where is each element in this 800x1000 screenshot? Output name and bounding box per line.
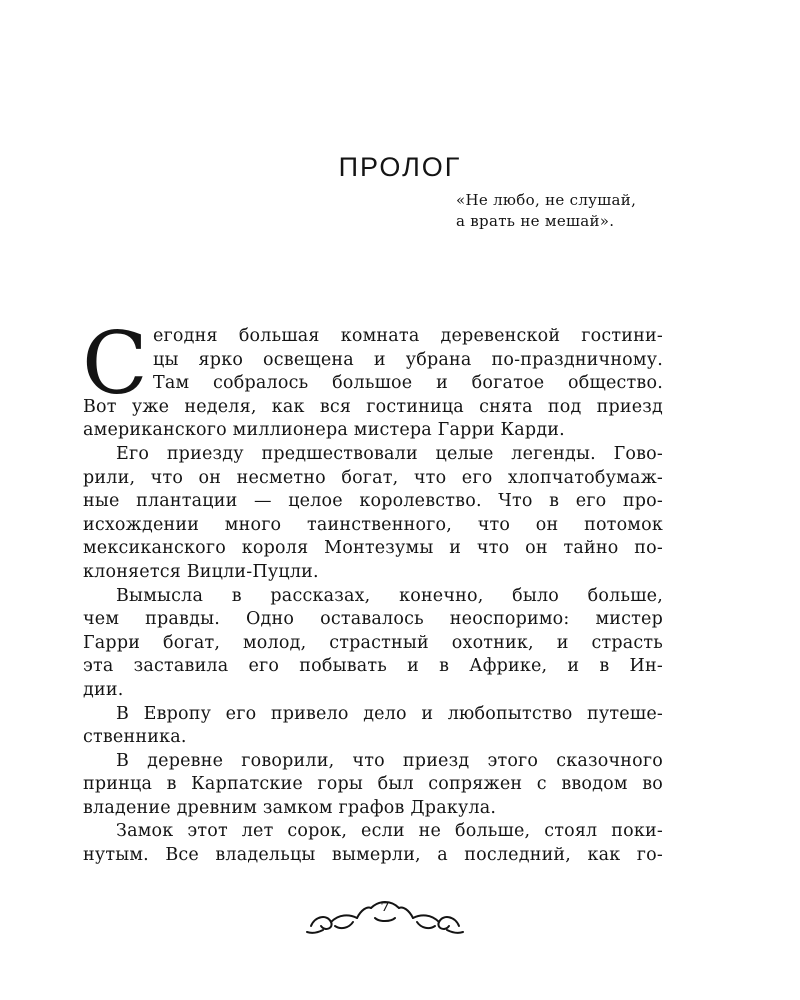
text-line: В деревне говорили, что приезд этого сказочного xyxy=(116,750,663,771)
text-line: рили, что он несметно богат, что его хлопчатобумаж- xyxy=(83,467,663,488)
text-line: В Европу его привело дело и любопытство путеше- xyxy=(116,703,663,724)
text-line: ные плантации — целое королевство. Что в его про- xyxy=(83,491,663,512)
body-text xyxy=(82,314,663,868)
text-line: дии. xyxy=(83,679,124,700)
text-line: чем правды. Одно оставалось неоспоримо: мистер xyxy=(83,609,663,630)
drop-cap: С xyxy=(82,314,148,414)
text-line: эта заставила его побывать и в Африке, и в Ин- xyxy=(83,656,663,677)
page-number: 7 xyxy=(380,900,390,915)
text-line: нутым. Все владельцы вымерли, а последний, как го- xyxy=(83,845,663,866)
text-line: Его приезду предшествовали целые легенды. Гово- xyxy=(116,443,663,464)
epigraph xyxy=(456,190,636,232)
text-line: Вымысла в рассказах, конечно, было больше, xyxy=(116,585,663,606)
text-line: Гарри богат, молод, страстный охотник, и страсть xyxy=(83,632,663,653)
text-line: ственника. xyxy=(83,727,187,748)
epigraph-line: «Не любо, не слушай, xyxy=(456,191,637,209)
chapter-title: ПРОЛОГ xyxy=(338,152,462,182)
text-line: Замок этот лет сорок, если не больше, стоял поки- xyxy=(116,821,663,842)
text-line: Вот уже неделя, как вся гостиница снята под приезд xyxy=(83,396,663,417)
text-line: американского миллионера мистера Гарри Карди. xyxy=(83,420,565,441)
page-footer xyxy=(305,896,465,942)
text-line: принца в Карпатские горы был сопряжен с вводом во xyxy=(83,774,663,795)
text-line: егодня большая комната деревенской гостини- xyxy=(153,326,663,346)
text-line: владение древним замком графов Дракула. xyxy=(83,797,497,818)
text-line: цы ярко освещена и убрана по-праздничному. xyxy=(153,349,663,370)
text-line: Там собралось большое и богатое общество. xyxy=(153,373,663,394)
text-line: клоняется Вицли-Пуцли. xyxy=(83,561,319,582)
epigraph-line: а врать не мешай». xyxy=(456,212,615,230)
text-line: исхождении много таинственного, что он потомок xyxy=(83,514,663,535)
text-line: мексиканского короля Монтезумы и что он тайно по- xyxy=(83,538,663,559)
